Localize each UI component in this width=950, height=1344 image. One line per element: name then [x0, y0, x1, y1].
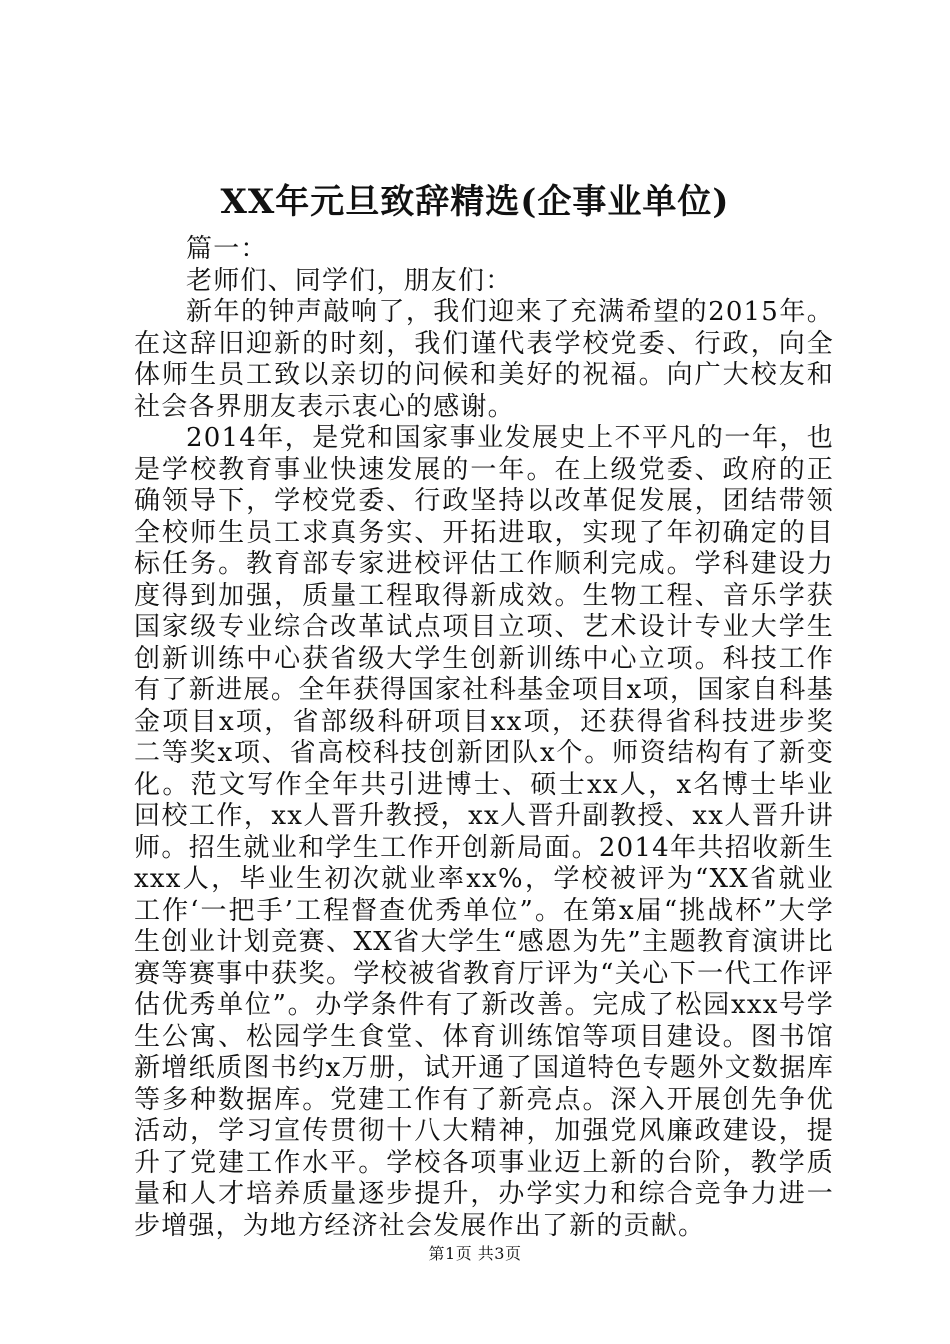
document-body	[134, 234, 834, 1242]
salutation: 老师们、同学们，朋友们：	[186, 265, 513, 296]
section-heading: 篇一：	[186, 234, 268, 264]
body-paragraph: 2014年，是党和国家事业发展史上不平凡的一年，也是学校教育事业快速发展的一年。在上级党委、政府的正确领导下，学校党委、行政坚持以改革促发展，团结带领全校师生员工求真务实、开拓进取，实现了年初确定的目标任务。教育部专家进校评估工作顺利完成。学科建设力度得到加强，质量工程取得新成效。生物工程、音乐学获国家级专业综合改革试点项目立项、艺术设计专业大学生创新训练中心获省级大学生创新训练中心立项。科技工作有了新进展。全年获得国家社科基金项目x项，国家自科基金项目x项，省部级科研项目xx项，还获得省科技进步奖二等奖x项、省高校科技创新团队x个。师资结构有了新变化。范文写作全年共引进博士、硕士xx人，x名博士毕业回校工作，xx人晋升教授，xx人晋升副教授、xx人晋升讲师。招生就业和学生工作开创新局面。2014年共招收新生xxx人，毕业生初次就业率xx%，学校被评为“XX省就业工作‘一把手’工程督查优秀单位”。在第x届“挑战杯”大学生创业计划竞赛、XX省大学生“感恩为先”主题教育演讲比赛等赛事中获奖。学校被省教育厅评为“关心下一代工作评估优秀单位”。办学条件有了新改善。完成了松园xxx号学生公寓、松园学生食堂、体育训练馆等项目建设。图书馆新增纸质图书约x万册，试开通了国道特色专题外文数据库等多种数据库。党建工作有了新亮点。深入开展创先争优活动，学习宣传贯彻十八大精神，加强党风廉政建设，提升了党建工作水平。学校各项事业迈上新的台阶，教学质量和人才培养质量逐步提升，办学实力和综合竞争力进一步增强，为地方经济社会发展作出了新的贡献。	[134, 423, 834, 1241]
page-footer: 第1页 共3页	[428, 1244, 522, 1263]
body-paragraph: 新年的钟声敲响了，我们迎来了充满希望的2015年。在这辞旧迎新的时刻，我们谨代表学校党委、行政，向全体师生员工致以亲切的问候和美好的祝福。向广大校友和社会各界朋友表示衷心的感谢。	[134, 297, 834, 422]
document-title: XX年元旦致辞精选(企事业单位)	[220, 182, 730, 222]
